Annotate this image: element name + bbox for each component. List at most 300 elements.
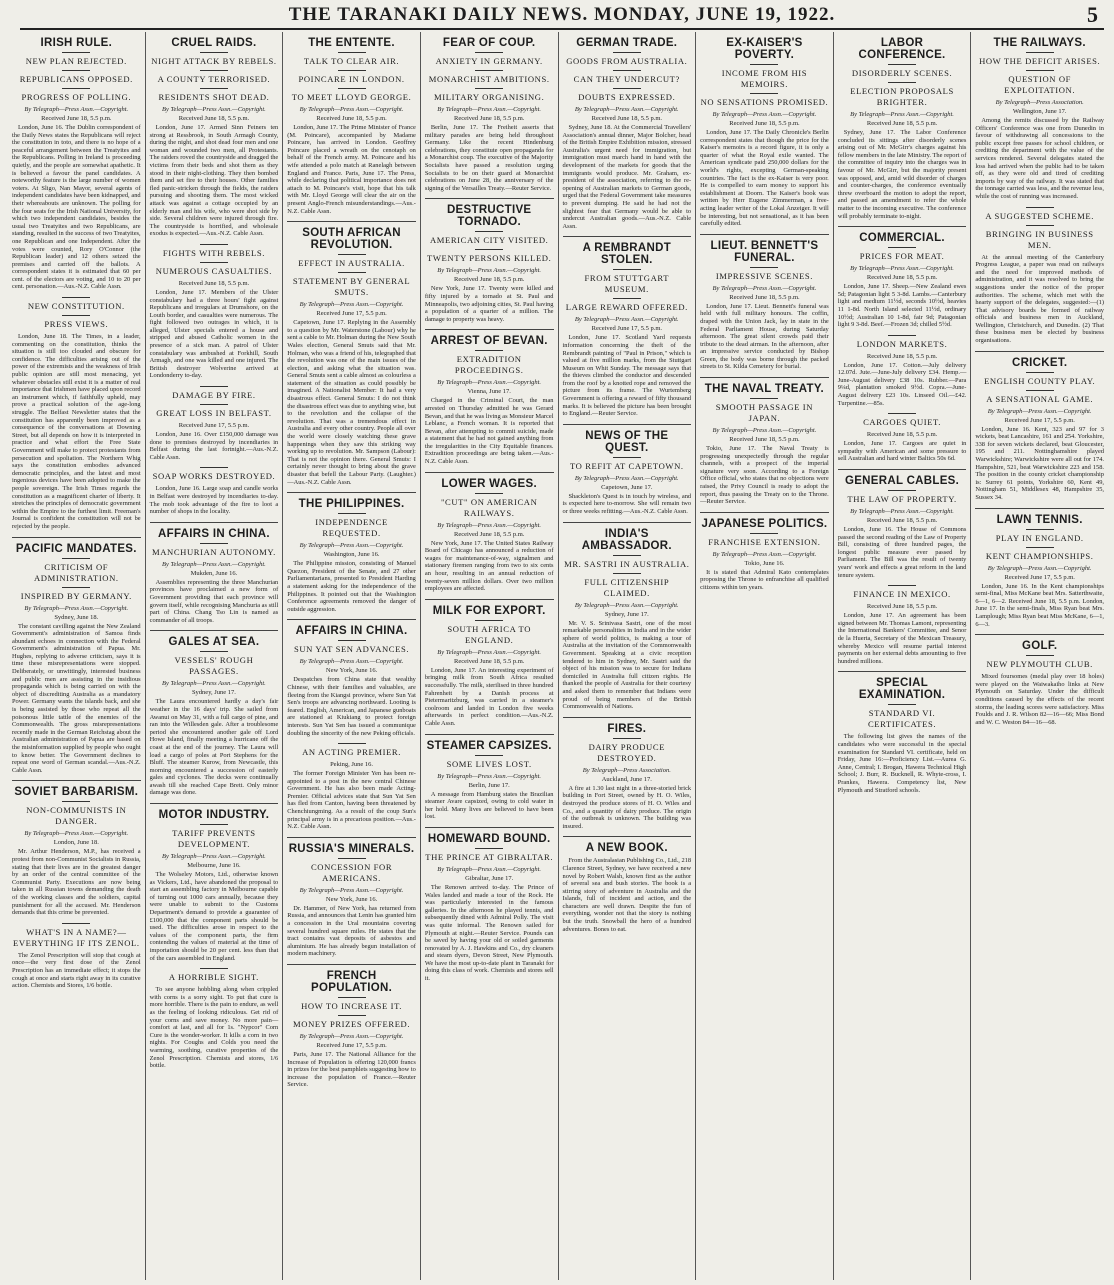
dateline: Sydney, June 18. xyxy=(54,613,99,621)
subhead-rule xyxy=(475,52,503,53)
article xyxy=(150,244,279,380)
article-subheading: AN ACTING PREMIER. xyxy=(302,747,401,758)
article xyxy=(150,803,279,962)
article-body: A fire at 1.30 last night in a three-storied brick building in Fort Street, owned by H. O. Wiles, destroyed the produce stores of H. O. Wiles and Co., and a quantity of dairy produce. The origin of the outbreak is unknown. The building was insured. xyxy=(562,784,692,830)
subhead-rule xyxy=(1026,547,1054,548)
article-divider xyxy=(975,634,1104,635)
subhead-rule xyxy=(338,272,366,273)
subhead-rule xyxy=(338,513,366,514)
dateline: Received June 18, 5.5 p.m. xyxy=(316,115,387,122)
dateline: Vienna, June 17. xyxy=(467,388,511,396)
article-body: At the annual meeting of the Canterbury Progress League, a paper was read on railways and the need for improved methods of administration, and it was resolved to bring the suggestions under the notice of the proper authorities. The scheme, which met with the hearty support of the delegates, suggested:—(1) That advisory boards be formed of railway officials and business men in Auckland, Wellington, Christchurch, and Dunedin. (2) That these business men be elected by business organisations. xyxy=(975,253,1104,345)
subhead-rule xyxy=(200,262,228,263)
article-divider xyxy=(150,522,279,523)
article-subheading: FINANCE IN MEXICO. xyxy=(853,589,951,600)
subhead-rule xyxy=(613,738,641,739)
article-subheading: TARIFF PREVENTS DEVELOPMENT. xyxy=(172,828,256,850)
article-subheading: TO REFIT AT CAPETOWN. xyxy=(569,460,684,471)
article-divider xyxy=(150,630,279,631)
subhead-rule xyxy=(1026,225,1054,226)
article-body: The Zenol Prescription will stop that cough at once—the very first dose of the Zenol Prescription has an immediate effect; it stops the cough at once and starts right away in its curative action. Chemists and Stores, 1/6 bottle. xyxy=(12,951,141,990)
telegraph-credit: By Telegraph—Press Assn.—Copyright. xyxy=(24,604,129,612)
article-headline: HOMEWARD BOUND. xyxy=(427,832,551,845)
article-body: London, June 16. The House of Commons passed the second reading of the Law of Property Bill, consisting of three hundred pages, the longest public measure ever passed by Parliament. The Bill was the result of twenty years' work and effects a great reform in the land tenure system. xyxy=(837,526,967,579)
article-body: London, June 17. Lieut. Bennett's funeral was held with full military honours. The coffin, draped with the Union Jack, lay in state in the Federal Parliament House, during Saturday afternoon. The great silent crowds paid their tribute to the dead airman. In the afternoon, after an impressive service conducted by Bishop Green, the body was borne through the packed streets to St. Kilda Cemetery for burial. xyxy=(700,302,829,371)
article xyxy=(150,522,279,625)
subhead-rule xyxy=(62,88,90,89)
article-headline: ARREST OF BEVAN. xyxy=(430,335,548,348)
article-headline: A REMBRANDT STOLEN. xyxy=(582,242,672,267)
article-headline: CRICKET. xyxy=(1011,356,1068,369)
telegraph-credit: By Telegraph—Press Assn.—Copyright. xyxy=(162,853,266,861)
telegraph-credit: By Telegraph—Press Assn.—Copyright. xyxy=(437,865,542,873)
article-subheading: EXTRADITION PROCEEDINGS. xyxy=(454,354,524,376)
telegraph-credit: By Telegraph—Press Assn.—Copyright. xyxy=(574,474,679,482)
dateline: Received June 18, 5.5 p.m. xyxy=(41,115,112,122)
subhead-rule xyxy=(62,70,90,71)
article-headline: CRUEL RAIDS. xyxy=(171,37,257,49)
article xyxy=(150,968,279,1070)
article-subheading: SOAP WORKS DESTROYED. xyxy=(152,471,276,482)
article-subheading: LARGE REWARD OFFERED. xyxy=(565,302,688,313)
article-subheading: SUN YAT SEN ADVANCES. xyxy=(294,644,410,655)
article-subheading: A COUNTY TERRORISED. xyxy=(157,74,271,84)
article-headline: SOVIET BARBARISM. xyxy=(14,786,139,799)
article-divider xyxy=(425,329,554,330)
telegraph-credit: By Telegraph—Press Assn.—Copyright. xyxy=(574,316,679,324)
article-headline: GOLF. xyxy=(1022,640,1058,653)
article-headline: FRENCH POPULATION. xyxy=(311,970,393,994)
dateline: New York, June 16. xyxy=(325,895,378,903)
article-body: London, June 17. An agreement has been signed between Mr. Thomas Lamont, representing the International Bankers' Committee, and Senor de la Huerta, Secretary of the Mexican Treasury, whereby Mexico will resume partial interest payments on her external debts amounting to five hundred millions. xyxy=(837,612,967,665)
article-body: London, June 16. The Dublin correspondent of the Daily News states the Republicans will reject the constitution in toto, and there is no hope of a peaceful arrangement between the Treatyites and the Republicans. Polling in Ireland is proceeding quietly, and the people are somewhat apathetic. It is believed a favour the panel candidates. A noteworthy feature is the large number of women voters. At Sligo, Nan Mayor, several agents of independent candidates have been kidnapped, and their whereabouts are unknown. The polling for the four seats for the Irish National University, for which two independent candidates, besides the usual two Treatyites and two Republicans, are standing, resulted in the success of two Treatyites, one Republican and one Independent. After the votes were counted, Rory O'Connor (the Republican leader) and 12 others seized the premises and carried off the ballots. A correspondent states it is estimated that 60 per cent. of the electors are voting, and 10 to 20 per cent. personation.—Aus.-N.Z. Cable Assn. xyxy=(12,124,141,291)
article-subheading: DISORDERLY SCENES. xyxy=(851,68,953,78)
article xyxy=(287,743,416,831)
subhead-rule xyxy=(475,70,503,71)
article-body: London, June 17. Armed Sinn Feiners ten strong at Ressbrook, in South Armagh County, during the night, and shot dead four men and one woman and wounded two men, all Protestants. The raiders roved the countryside and dragged the victims from their beds and shot them as they stood in their night-clothing. They then bombed them and set fire to their houses. Other families fled panic-stricken through the fields, the raiders pursuing and shooting them. The most wicked attack was against a cottage occupied by an elderly man and his wife, who were shot side by side. Several children were injured through fire. The countryside is horrified, and wholesale exodus is expected.—Aus.-N.Z. Cable Assn. xyxy=(149,124,279,238)
article-subheading: CAN THEY UNDERCUT? xyxy=(573,74,680,84)
article-headline: LAWN TENNIS. xyxy=(996,513,1083,526)
telegraph-credit: By Telegraph—Press Assn.—Copyright. xyxy=(987,564,1092,572)
subhead-rule xyxy=(1026,70,1054,71)
article-body: Berlin, June 17. The Freiheit asserts that military parades are being held throughout Germany. Like the recent Hindenburg celebrations, they constitute open propaganda for a Monarchist coup. The executive of the Majority Socialists have passed a resolution urging Socialists to be on their guard at Monarchist celebrations on June 28, the anniversary of the signing of the Versailles Treaty.—Reuter Service. xyxy=(424,124,554,192)
subhead-rule xyxy=(613,298,641,299)
article-subheading: CONCESSION FOR AMERICANS. xyxy=(310,861,393,883)
article xyxy=(700,37,829,228)
subhead-rule xyxy=(200,824,228,825)
article-body: London, June 16. Large soap and candle works in Belfast were destroyed by incendiaries to-day. The mob took advantage of the fire to loot a number of shops in the locality. xyxy=(149,485,279,516)
article-headline: FIRES. xyxy=(607,722,647,735)
article-body: London, June 17. Sheep.—New Zealand ewes 5d; Patagonian light 5 3-8d. Lambs.—Canterbury light and medium 11½d, seconds 10½d, heavies 11 1-8d. North Island selected 11½d, ordinary 10½d; Australian 10 1-8d, fair 9d; Patagonian light 9 3-8d. Beef.—Frozen 3d; chilled 5½d. xyxy=(837,283,967,329)
article-headline: AFFAIRS IN CHINA. xyxy=(295,625,408,638)
article-body: Mixed foursomes (medal play over 18 holes) were played on the Waiwakaiho links at New Plymouth on Saturday. Under the difficult conditions caused by the effects of the recent storms, the leading scores were satisfactory. Miss Foulds and J. R. Wilson 82—16—66; Miss Bond and W. C. Weston 84—16—68. xyxy=(975,673,1104,726)
article-subheading: DAIRY PRODUCE DESTROYED. xyxy=(588,741,666,763)
masthead-title: THE TARANAKI DAILY NEWS. MONDAY, JUNE 19, 1922. xyxy=(288,4,836,25)
article-subheading: NEW PLYMOUTH CLUB. xyxy=(986,659,1093,670)
article-subheading: IMPRESSIVE SCENES. xyxy=(715,270,814,281)
article-headline: DESTRUCTIVE TORNADO. xyxy=(446,204,532,229)
subhead-rule xyxy=(613,52,641,53)
article-headline: THE NAVAL TREATY. xyxy=(704,383,825,396)
subhead-rule xyxy=(1026,207,1054,208)
subhead-rule xyxy=(888,490,916,491)
article-divider xyxy=(287,964,416,965)
article-body: The Wolseley Motors, Ltd., otherwise known as Vickers, Ltd., have abandoned the proposal to start an assembling factory in Melbourne capable of turning out 1000 cars annually, because they were unable to submit to the Customs Department's demand to provide a guarantee of £100,000 that the component parts should be used. The difficulties arose in respect to the values of the component parts, the firm contending the values of material at the time of importation should be 20 per cent. less than that of the cars assembled in England. xyxy=(149,871,279,962)
article xyxy=(287,492,416,613)
article-body: London, June 17. An interesting experiment of bringing milk from South Africa resulted successfully. The milk, sterilised in three hundred Fahrenheit by a Danish process at Pietermaritzburg, was carried in a steamer's coolroom and landed in London five weeks afterwards in perfect condition.—Aus.-N.Z. Cable Assn. xyxy=(424,666,554,727)
article-headline: STEAMER CAPSIZES. xyxy=(426,739,552,752)
article-body: Mr. Arthur Henderson, M.P., has received a protest from non-Communist Socialists in Russia, stating that their lives are in the greatest danger by an order of the central committee of the Communist Party. Executions are now being taken in all Russian towns demanding the death of the working classes and the soldiers, capital punishment for all the accused. Mr. Henderson demands that this crime be prevented. xyxy=(12,848,141,917)
article-body: The Laura encountered hardly a day's fair weather in the 16 days' trip. She sailed from Awanui on May 31, with a full cargo of pine, and ran into the Willesden gale. After a troublesome period she encountered another gale off Lord Howe Island, finally meeting a hurricane off the coast at the end of the journey. The Laura will load a cargo of poles at Port Stephens for the Bluff. The steamer Kurow, from Newcastle, this morning encountered a succession of easterly gales and cyclones. The decks were continually awash till she reached Cape Brett. Only minor damage was done. xyxy=(149,698,279,797)
subhead-rule xyxy=(338,997,366,998)
article-divider xyxy=(150,803,279,804)
article-subheading: NUMEROUS CASUALTIES. xyxy=(155,265,273,276)
article-divider xyxy=(425,827,554,828)
column-5 xyxy=(558,32,696,1280)
telegraph-credit: By Telegraph—Press Assn.—Copyright. xyxy=(574,601,679,609)
article-body: Dr. Hammer, of New York, has returned from Russia, and announces that Lenin has granted him a concession in the Ural mountains covering several hundred square miles. He states that the tract contains vast deposits of asbestos and aluminium. He has already begun installation of modern machinery. xyxy=(287,904,416,958)
article-headline: NEWS OF THE QUEST. xyxy=(585,429,669,454)
article-body: New York, June 17. The United States Railway Board of Chicago has announced a reduction of wages for maintenance-of-way, signalmen and stationary firemen ranging from two to six cents an hour, resulting in an annual reduction of twenty-seven million dollars. Over two million employees are affected. xyxy=(424,539,554,593)
subhead-rule xyxy=(338,254,366,255)
article-subheading: FULL CITIZENSHIP CLAIMED. xyxy=(584,576,670,598)
telegraph-credit: By Telegraph—Press Assn.—Copyright. xyxy=(437,106,542,113)
article-subheading: PRESS VIEWS. xyxy=(44,319,109,330)
article-body: Sydney, June 17. The Labor Conference concluded its sittings after disorderly scenes arising out of Mr. McGirr's charges against his fellow members in the late Ministry. The report of the committee of inquiry into the charges was in favour of Mr. McGirr, but the majority present was opposed, and, amid wild disorder of charges and counter-charges, the conference eventually threw overboard the motion to adopt the report, and passed an amendment to refer the whole matter to the incoming executive. The conference will probably terminate to-night. xyxy=(837,129,967,220)
article xyxy=(12,37,141,291)
article-subheading: INDEPENDENCE REQUESTED. xyxy=(315,517,388,539)
article xyxy=(700,377,829,506)
subhead-rule xyxy=(200,651,228,652)
article-subheading: MONEY PRIZES OFFERED. xyxy=(293,1019,411,1029)
subhead-rule xyxy=(338,858,366,859)
article-body: Mr. V. S. Srinivasa Sastri, one of the most remarkable personalities in India and in the wider sphere of world politics, is making a tour of Australia at the invitation of the Commonwealth Government. Speaking at a civic reception tendered to him in Sydney, Mr. Sastri said the object of his mission was to secure for Indians domiciled in Australia full citizen rights. He thanked the people of Australia for their courtesy and asked them to remember that Indians were proud of being members of the British Commonwealth of Nations. xyxy=(562,619,692,711)
article-subheading: SMOOTH PASSAGE IN JAPAN. xyxy=(715,402,814,424)
subhead-rule xyxy=(613,457,641,458)
subhead-rule xyxy=(62,923,90,924)
subhead-rule xyxy=(613,88,641,89)
subhead-rule xyxy=(62,801,90,802)
article-subheading: MILITARY ORGANISING. xyxy=(434,92,545,102)
subhead-rule xyxy=(1026,372,1054,373)
subhead-rule xyxy=(475,493,503,494)
article-body: Paris, June 17. The National Alliance for the Increase of Population is offering 120,000 francs in prizes for the best pamphlets suggesting how to increase the population of France.—Reuter Service. xyxy=(287,1051,416,1089)
dateline: Received June 18, 5.5 p.m. xyxy=(453,115,525,122)
article-headline: EX-KAISER'S POVERTY. xyxy=(726,37,803,61)
article-subheading: DOUBTS EXPRESSED. xyxy=(578,92,676,102)
article xyxy=(425,198,554,323)
telegraph-credit: By Telegraph—Press Assn.—Copyright. xyxy=(574,106,679,113)
masthead xyxy=(20,2,1104,30)
subhead-rule xyxy=(200,543,228,544)
subhead-rule xyxy=(475,249,503,250)
article xyxy=(425,472,554,593)
article xyxy=(563,717,692,831)
article-divider xyxy=(975,508,1104,509)
article xyxy=(287,619,416,737)
article-body: It is stated that Admiral Kato contemplates proposing the Throne to enfranchise all qualified citizens within ten years. xyxy=(700,568,829,591)
article xyxy=(12,780,141,916)
article-subheading: PROGRESS OF POLLING. xyxy=(21,92,132,102)
article-divider xyxy=(287,837,416,838)
subhead-rule xyxy=(475,231,503,232)
telegraph-credit: By Telegraph—Press Assn.—Copyright. xyxy=(162,680,266,688)
article xyxy=(838,469,967,579)
article-subheading: PRICES FOR MEAT. xyxy=(859,251,945,262)
subhead-rule xyxy=(1026,390,1054,391)
article-headline: GENERAL CABLES. xyxy=(844,475,960,488)
subhead-rule xyxy=(613,555,641,556)
subhead-rule xyxy=(338,88,366,89)
article-subheading: STATEMENT BY GENERAL SMUTS. xyxy=(292,276,411,298)
article xyxy=(425,734,554,821)
dateline: Received June 17, 5.5 p.m. xyxy=(1004,573,1075,581)
article xyxy=(150,467,279,515)
article xyxy=(563,836,692,933)
article xyxy=(700,512,829,592)
article-divider xyxy=(12,780,141,781)
article-headline: THE ENTENTE. xyxy=(308,37,395,49)
subhead-rule xyxy=(750,398,778,399)
subhead-rule xyxy=(475,88,503,89)
article-subheading: TALK TO CLEAR AIR. xyxy=(303,56,400,66)
article xyxy=(838,226,967,329)
dateline: Melbourne, June 16. xyxy=(187,862,241,870)
article-subheading: INCOME FROM HIS MEMOIRS. xyxy=(721,68,808,89)
article xyxy=(838,335,967,408)
telegraph-credit: By Telegraph—Press Assn.—Copyright. xyxy=(437,379,542,387)
article-headline: GALES AT SEA. xyxy=(168,636,260,649)
article-headline: INDIA'S AMBASSADOR. xyxy=(581,527,672,552)
subhead-rule xyxy=(338,52,366,53)
telegraph-credit: By Telegraph—Press Assn.—Copyright. xyxy=(850,111,954,118)
article-subheading: QUESTION OF EXPLOITATION. xyxy=(1004,74,1076,95)
dateline: London, June 18. xyxy=(53,839,99,847)
article-divider xyxy=(425,198,554,199)
article-body: Shackleton's Quest is in touch by wireless, and is expected here to-morrow. She will remain two or three weeks refitting.—Aus.-N.Z. Cable Assn. xyxy=(562,492,692,516)
article-body: London, June 17. Scotland Yard requests information concerning the theft of the Rembrandt painting of "Paul in Prison," which is valued at five million marks, from the Stuttgart Museum on Whit Sunday. The message says that the thieves climbed the conductor and descended from the roof by a knotted rope and removed the picture from its frame. The Wurtemberg Government is offering a reward of fifty thousand marks. It is believed the picture has been brought to England.—Reuter Service. xyxy=(562,334,692,418)
article xyxy=(975,634,1104,726)
subhead-rule xyxy=(200,467,228,468)
telegraph-credit: By Telegraph—Press Assn.—Copyright. xyxy=(162,560,266,568)
subhead-rule xyxy=(62,297,90,298)
article-headline: LIEUT. BENNETT'S FUNERAL. xyxy=(710,239,819,264)
article xyxy=(287,37,416,215)
article-divider xyxy=(563,717,692,718)
article-subheading: POINCARE IN LONDON. xyxy=(298,74,405,84)
article-subheading: THE LAW OF PROPERTY. xyxy=(847,494,957,505)
article-subheading: LONDON MARKETS. xyxy=(856,338,948,349)
article-body: Assemblies representing the three Manchurian provinces have proclaimed a new form of Government providing that each province will govern itself, while recognising Manchuria as still part of China. Chang Tso Lin is named as commander of all troops. xyxy=(149,578,279,624)
article-body: London, June 17. The Prime Minister of France (M. Poincare), accompanied by Madame Poincare, has arrived in London. Geoffrey Poincare placed a wreath on the cenotaph on behalf of the French army. M. Poincare and his wife attended a polo match at Ranelagh between England and France. Paris, June 17. The Press, while declaring that political importance does not attach to M. Poincare's visit, hope that his talk with Mr. Lloyd George will clear the air on the present Anglo-French misunderstandings.—Aus.-N.Z. Cable Assn. xyxy=(287,124,416,215)
article-body: The Renown arrived to-day. The Prince of Wales landed and made a tour of the Rock. He was particularly interested in the famous galleries. In the afternoon he played tennis, and subsequently dined with Admiral Polly. The visit was quite informal. The Renown sailed for Plymouth at night.—Reuter Service. Pounds can be saved by having your old or soiled garments renovated by A. J. Hawkins and Co., dry cleaners and steam dyers, Devon Street, New Plymouth. We have the most up-to-date plant in Taranaki for doing this class of work. Chemists and stores sell it. xyxy=(424,883,554,983)
telegraph-credit: By Telegraph—Press Assn.—Copyright. xyxy=(712,111,817,118)
dateline: Received June 18, 5.5 p.m. xyxy=(866,517,938,525)
article xyxy=(287,964,416,1089)
dateline: Received June 17, 5.5 p.m. xyxy=(591,325,663,333)
article xyxy=(12,297,141,530)
telegraph-credit: By Telegraph—Press Assn.—Copyright. xyxy=(299,542,404,550)
telegraph-credit: By Telegraph—Press Assn.—Copyright. xyxy=(299,1033,404,1040)
subhead-rule xyxy=(200,968,228,969)
telegraph-credit: By Telegraph—Press Assn.—Copyright. xyxy=(437,772,542,780)
article-subheading: FROM STUTTGART MUSEUM. xyxy=(584,273,670,295)
article-subheading: NIGHT ATTACK BY REBELS. xyxy=(151,56,277,66)
article-divider xyxy=(700,512,829,513)
article xyxy=(563,236,692,418)
telegraph-credit: By Telegraph—Press Assn.—Copyright. xyxy=(437,267,542,275)
subhead-rule xyxy=(200,404,228,405)
article xyxy=(563,424,692,516)
article-subheading: HOW TO INCREASE IT. xyxy=(301,1001,403,1011)
article-subheading: STANDARD VI. CERTIFICATES. xyxy=(867,708,937,730)
article xyxy=(425,329,554,465)
article-body: Charged in the Criminal Court, the man arrested on Thursday admitted he was Gerard Bevan, and that he was living as Monsieur Marcel Leblanc, a French woman. It is reported that Bevan, after attempting to commit suicide, made a statement that he had not gained anything from the irregularities in the City Equitable finances. Extradition proceedings are being taken.—Aus.-N.Z. Cable Assn. xyxy=(424,397,554,466)
article xyxy=(287,221,416,486)
dateline: Capetown, June 17. xyxy=(601,483,653,491)
telegraph-credit: By Telegraph—Press Assn.—Copyright. xyxy=(850,265,954,273)
article-body: From the Australasian Publishing Co., Ltd., 218 Clarence Street, Sydney, we have received a new novel by Robert Walsh, known first as the author of several sea and bush stories. The book is a stirring story of adventure in Australia and the Islands, full of incident and action, and the characters are well drawn. Despite the fun of everything, wonder not that the story is nothing but the truth. Snowball the hero of a hundred adventures. Bones to eat. xyxy=(562,857,692,933)
dateline: Auckland, June 17. xyxy=(601,775,652,783)
telegraph-credit: By Telegraph—Press Association. xyxy=(995,99,1084,106)
article-body: London, June 18. The Times, in a leader, commenting on the constitution, thinks the situation is still too clouded and obscure for confidence. The difficulties arising out of the power of the extremists and the weakness of Irish public opinion are still most menacing, yet whatever obstacles still exist it is a matter of real importance that Irishmen have placed upon record an instrument which, if faithfully upheld, may prove a practical solution of the age-long struggle. The Belfast Newsletter states that the constitution has apparently been improved as a consequence of the conversations at Downing Street, but all depends on how it is interpreted in practice and what effort the Free State Government will make to protect protestants from persecution and spoliation. The Northern Whig says the constitution embodies advanced democratic principles, and the latest and most ingenious devices have been adopted to make the people sovereign. The Irish Times regards the constitution as a magnificent charter of liberty. It stretches the principles of democratic government within the Empire to the furthest limit. Freeman's Journal is confident the constitution will not be rejected by the people. xyxy=(12,333,141,530)
dateline: Berlin, June 17. xyxy=(468,781,510,789)
subhead-rule xyxy=(1026,52,1054,53)
dateline: Wellington, June 17. xyxy=(1012,108,1067,115)
article-divider xyxy=(563,522,692,523)
dateline: Washington, June 16. xyxy=(323,551,380,559)
subhead-rule xyxy=(200,386,228,387)
article xyxy=(425,827,554,983)
dateline: New York, June 16. xyxy=(325,667,378,675)
article xyxy=(700,234,829,371)
dateline: Received June 18, 5.5 p.m. xyxy=(178,279,250,287)
dateline: Sydney, June 17. xyxy=(191,689,236,697)
dateline: Received June 17, 5.5 p.m. xyxy=(178,422,250,430)
dateline: Mukden, June 16. xyxy=(190,569,238,577)
article-divider xyxy=(838,671,967,672)
article-divider xyxy=(975,351,1104,352)
telegraph-credit: By Telegraph—Press Assn.—Copyright. xyxy=(299,106,404,113)
article xyxy=(975,508,1104,629)
article-headline: PACIFIC MANDATES. xyxy=(15,542,137,555)
subhead-rule xyxy=(613,573,641,574)
columns xyxy=(8,32,1108,1280)
article-divider xyxy=(700,234,829,235)
subhead-rule xyxy=(750,64,778,65)
article xyxy=(150,37,279,238)
article-subheading: DAMAGE BY FIRE. xyxy=(172,390,256,401)
dateline: Received June 18, 5.5 p.m. xyxy=(729,293,800,301)
article-subheading: FRANCHISE EXTENSION. xyxy=(708,536,821,547)
subhead-rule xyxy=(200,88,228,89)
article-body: London, June 17. Members of the Ulster constabulary had a three hours' fight against Republicans and irregulars at Drumshore, on the Louth border, and casualties were numerous. The fight followed two outrages in which, it is alleged, Ulster specials entered a house and stripped and abused Catholic women in the presence of a sick man. A patrol of Ulster constabulary was ambushed at Forkhill, South Armagh, and one was killed and one injured. The British destroyer Wolverine arrived at Londonderry to-day. xyxy=(149,288,279,380)
article-subheading: RESIDENTS SHOT DEAD. xyxy=(158,92,270,102)
dateline: Peking, June 16. xyxy=(330,761,374,769)
telegraph-credit: By Telegraph—Press Assn.—Copyright. xyxy=(437,521,542,529)
subhead-rule xyxy=(888,64,916,65)
article-headline: MILK FOR EXPORT. xyxy=(432,604,546,617)
telegraph-credit: By Telegraph—Press Assn.—Copyright. xyxy=(24,830,129,838)
dateline: Received June 17, 5.5 p.m. xyxy=(316,1042,387,1049)
article-divider xyxy=(563,424,692,425)
dateline: Received June 17, 5.5 p.m. xyxy=(1004,416,1075,424)
subhead-rule xyxy=(62,315,90,316)
dateline: Received June 18, 5.5 p.m. xyxy=(729,120,800,127)
article-headline: AFFAIRS IN CHINA. xyxy=(158,527,270,540)
subhead-rule xyxy=(888,585,916,586)
article-body: A message from Hamburg states the Brazilian steamer Avare capsized, owing to cold water in her hold. Many lives are believed to have been lost. xyxy=(424,790,554,821)
article-divider xyxy=(425,734,554,735)
article-divider xyxy=(12,537,141,538)
telegraph-credit: By Telegraph—Press Assn.—Copyright. xyxy=(162,106,266,113)
dateline: Received June 18, 5.5 p.m. xyxy=(866,431,938,439)
article xyxy=(12,923,141,990)
subhead-rule xyxy=(750,267,778,268)
subhead-rule xyxy=(1026,655,1054,656)
article-divider xyxy=(700,377,829,378)
article-subheading: MANCHURIAN AUTONOMY. xyxy=(151,546,276,557)
page-number: 5 xyxy=(1087,2,1098,27)
article-body: Among the remits discussed by the Railway Officers' Conference was one from Dunedin in favour of withdrawing all concessions to the public except free passes for school children, or crediting the department with the value of the services rendered. Several delegates stated the loss had arrived when the public had to be taken off, as they were old and tired of crediting imports by way of the railway. It was stated that the tonnage carried was less, and the revenue less, while the cost of running was increased. xyxy=(975,117,1104,200)
article xyxy=(563,522,692,711)
dateline: Received June 18, 5.5 p.m. xyxy=(866,120,938,127)
subhead-rule xyxy=(475,620,503,621)
dateline: Received June 18, 5.5 p.m. xyxy=(591,115,663,122)
article-body: New York, June 17. Twenty were killed and fifty injured by a tornado at St. Paul and Minneapolis, two adjoining cities, St. Paul having a population of a quarter of a million. The damage to property was heavy. xyxy=(424,285,554,323)
article-headline: JAPANESE POLITICS. xyxy=(701,517,828,530)
article-subheading: A HORRIBLE SIGHT. xyxy=(168,972,259,983)
article-subheading: GOODS FROM AUSTRALIA. xyxy=(566,56,688,66)
dateline: Received June 18, 5.5 p.m. xyxy=(178,115,250,122)
article-subheading: AMERICAN CITY VISITED. xyxy=(429,235,549,246)
dateline: Received June 18, 5.5 p.m. xyxy=(453,657,525,665)
article-body: The former Foreign Minister Yen has been re-appointed to a post in the new central Chinese Government. He has also been made Acting-Premier. Official advices state that Sun Yat Sen has fled from Canton, having been threatened by Chenchiungming. As a result of the coup Sun's principal army is in a precarious position.—Aus.-N.Z. Cable Assn. xyxy=(287,770,416,831)
article-body: The constant cavilling against the New Zealand Government's administration of Samoa finds abundant echoes in connection with the Federal Government's administration of Papua. Mr. Hughes, replying to adverse criticism, says it is time these misrepresentations were stopped. Deliberately, or unwittingly, interested business and public men are assisting in the insidious propaganda which is being carried on with the object of discrediting Australia as a mandatory Power. Germany wants the islands back, and she is being assisted by those who repeat all the poisonous little tattle of the enemies of the Commonwealth. The gross misrepresentations recently made in the German Reichstag about the Australian administration of Papua are based on the misinformation supplied by people who ought to know better. The Government declines to repeat one word of German scandal.—Aus.-N.Z. Cable Assn. xyxy=(12,622,141,774)
article-subheading: VESSELS' ROUGH PASSAGES. xyxy=(174,655,254,677)
article-subheading: ELECTION PROPOSALS BRIGHTER. xyxy=(850,86,954,107)
subhead-rule xyxy=(62,587,90,588)
subhead-rule xyxy=(1026,529,1054,530)
dateline: Received June 18, 5.5 p.m. xyxy=(729,436,800,444)
article-divider xyxy=(563,836,692,837)
subhead-rule xyxy=(475,350,503,351)
article-subheading: MR. SASTRI IN AUSTRALIA. xyxy=(564,558,690,569)
article xyxy=(425,37,554,192)
article-subheading: SOUTH AFRICA TO ENGLAND. xyxy=(447,623,532,645)
subhead-rule xyxy=(338,70,366,71)
subhead-rule xyxy=(338,743,366,744)
article-headline: RUSSIA'S MINERALS. xyxy=(288,842,415,855)
article-subheading: INSPIRED BY GERMANY. xyxy=(20,590,132,601)
article xyxy=(838,585,967,665)
article-headline: COMMERCIAL. xyxy=(859,232,945,245)
article-divider xyxy=(563,236,692,237)
article-subheading: SOME LIVES LOST. xyxy=(446,758,532,769)
subhead-rule xyxy=(888,335,916,336)
article xyxy=(150,386,279,461)
dateline: Received June 18, 5.5 p.m. xyxy=(453,276,525,284)
article-headline: GERMAN TRADE. xyxy=(576,37,678,49)
column-3 xyxy=(282,32,420,1280)
telegraph-credit: By Telegraph—Press Assn.—Copyright. xyxy=(299,658,404,666)
subhead-rule xyxy=(338,640,366,641)
article-body: London, June 17. Cargoes are quiet in sympathy with American and some pressure to sell Australian and hard winter Baltics 50s 6d. xyxy=(837,440,967,463)
telegraph-credit: By Telegraph—Press Association. xyxy=(582,766,671,774)
subhead-rule xyxy=(475,848,503,849)
column-1 xyxy=(8,32,145,1280)
dateline: Sydney, June 17. xyxy=(604,610,649,618)
